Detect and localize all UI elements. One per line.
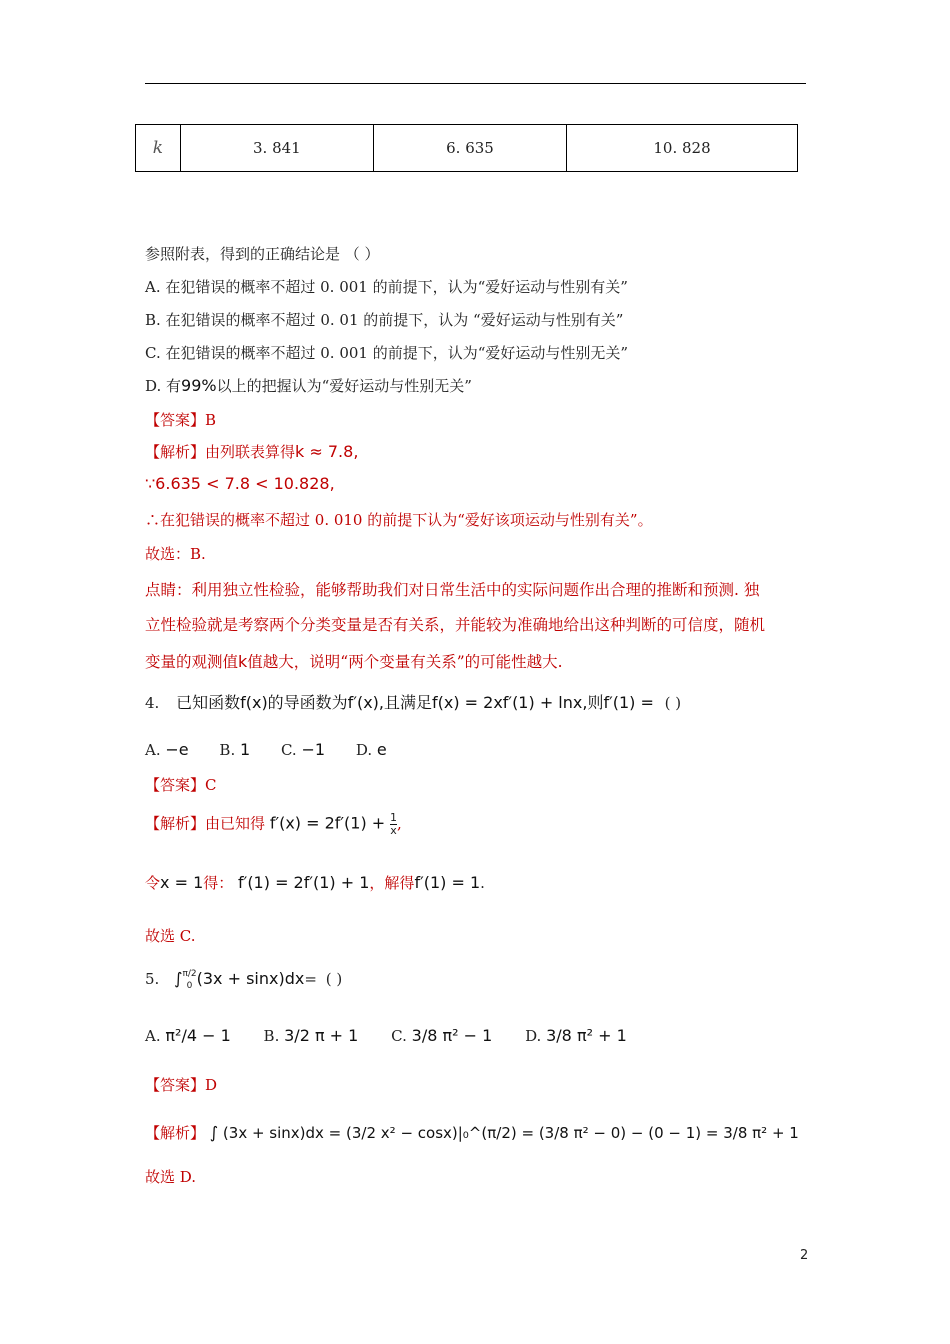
critical-value-table — [135, 124, 798, 172]
fraction-one-over-x: $\frac{1}{x}$ — [390, 811, 397, 837]
page-number: 2 — [800, 1248, 809, 1263]
q3-comment-2: 立性检验就是考察两个分类变量是否有关系，并能较为准确地给出这种判断的可信度，随机 — [145, 616, 766, 634]
q3-option-c: C. 在犯错误的概率不超过 0. 001 的前提下，认为“爱好运动与性别无关” — [145, 344, 629, 362]
q5-answer: 【答案】D — [145, 1076, 218, 1094]
q3-option-d: D. 有99%以上的把握认为“爱好运动与性别无关” — [145, 376, 472, 395]
q5-conclusion: 故选 D. — [145, 1168, 197, 1186]
q5-analysis: 【解析】 ∫ (3x + sinx)dx = (3/2 x² − cosx)|₀^(π/2) = (3/8 π² − 0) − (0 − 1) = 3/8 π² + 1 — [145, 1123, 799, 1142]
q4-solve-line: 令x = 1得： f′(1) = 2f′(1) + 1，解得f′(1) = 1. — [145, 873, 485, 892]
q3-option-a: A. 在犯错误的概率不超过 0. 001 的前提下，认为“爱好运动与性别有关” — [145, 278, 628, 296]
q4-analysis: 【解析】由已知得 f′(x) = 2f′(1) + $\frac{1}{x}$ , — [145, 811, 402, 837]
q3-therefore-line: ∴在犯错误的概率不超过 0. 010 的前提下认为“爱好该项运动与性别有关”。 — [145, 511, 653, 529]
q3-since-line: ∵6.635 < 7.8 < 10.828, — [145, 474, 335, 493]
q4-stem: 4. 已知函数f(x)的导函数为f′(x),且满足f(x) = 2xf′(1) + lnx,则f′(1) = ( ) — [145, 693, 682, 712]
q3-answer: 【答案】B — [145, 411, 217, 429]
integral-limits: π/2 0 — [182, 969, 197, 991]
q3-option-b: B. 在犯错误的概率不超过 0. 01 的前提下，认为 “爱好运动与性别有关” — [145, 311, 624, 329]
q3-prompt: 参照附表，得到的正确结论是 （ ） — [145, 245, 380, 263]
q3-comment-3: 变量的观测值k值越大，说明“两个变量有关系”的可能性越大. — [145, 652, 563, 671]
q4-conclusion: 故选 C. — [145, 927, 196, 945]
percent-math: 99% — [181, 376, 217, 395]
table-cell: 6. 635 — [373, 125, 566, 172]
q3-analysis: 【解析】由列联表算得k ≈ 7.8, — [145, 442, 359, 461]
table-cell-k: k — [136, 125, 181, 172]
q5-options: A. π²/4 − 1 B. 3/2 π + 1 C. 3/8 π² − 1 D. 3/8 π² + 1 — [145, 1026, 627, 1045]
q3-conclusion: 故选：B. — [145, 545, 206, 563]
table-cell: 3. 841 — [180, 125, 373, 172]
q4-answer: 【答案】C — [145, 776, 217, 794]
header-rule — [145, 83, 806, 84]
q3-comment-1: 点睛：利用独立性检验，能够帮助我们对日常生活中的实际问题作出合理的推断和预测. 独 — [145, 581, 760, 599]
q4-text: 已知函数f(x)的导函数为f′(x),且满足f(x) = 2xf′(1) + lnx,则f′(1) = — [176, 693, 654, 712]
table-cell: 10. 828 — [567, 125, 798, 172]
integral-sign: ∫ — [174, 969, 183, 988]
q5-stem: 5. ∫ π/2 0 (3x + sinx)dx= ( ) — [145, 969, 343, 991]
q4-options: A. −e B. 1 C. −1 D. e — [145, 740, 387, 759]
table-row — [136, 125, 798, 172]
integral-sign: ∫ — [209, 1123, 219, 1142]
